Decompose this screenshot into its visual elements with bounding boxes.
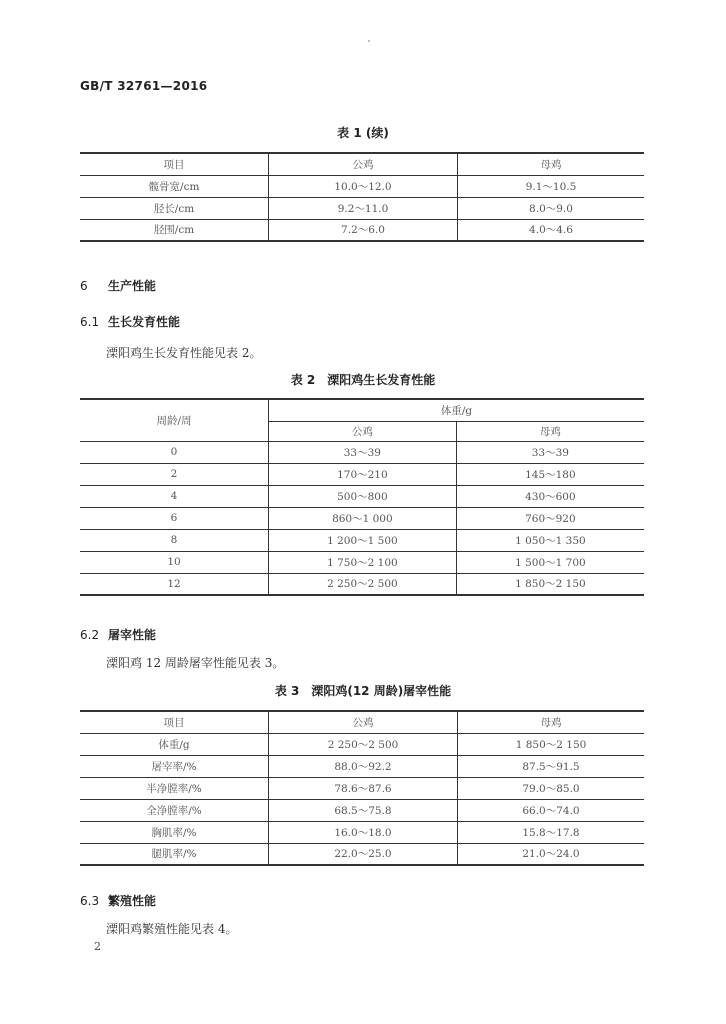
table-row: [80, 485, 644, 507]
table1-caption: 表 1 (续): [337, 126, 389, 140]
table-cell: 4.0～4.6: [458, 219, 645, 241]
table-cell: 10.0～12.0: [269, 175, 458, 197]
table-header-cell: 项目: [80, 711, 269, 733]
section-number: 6.3: [80, 894, 100, 908]
table-cell: 胫长/cm: [80, 197, 269, 219]
table-cell: 33～39: [269, 441, 457, 463]
table-header-cell: 母鸡: [458, 711, 645, 733]
table-cell: 860～1 000: [269, 507, 457, 529]
standard-number: GB/T 32761—2016: [80, 79, 208, 93]
section-heading: [80, 313, 180, 330]
table-cell: 体重/g: [80, 733, 269, 755]
table-cell: 全净膛率/%: [80, 799, 269, 821]
table-row: [80, 441, 644, 463]
table-cell: 2 250～2 500: [269, 573, 457, 595]
table1: [80, 152, 644, 242]
table-cell: 1 050～1 350: [456, 529, 644, 551]
table-row: [80, 843, 644, 865]
table-cell: 腿肌率/%: [80, 843, 269, 865]
table-cell: 6: [80, 507, 269, 529]
table-cell: 88.0～92.2: [269, 755, 458, 777]
scan-speck: [368, 40, 370, 42]
section-number: 6.1: [80, 315, 100, 329]
table-cell: 10: [80, 551, 269, 573]
table-cell: 12: [80, 573, 269, 595]
table-row: [80, 755, 644, 777]
section-heading: [80, 626, 156, 643]
table-cell: 22.0～25.0: [269, 843, 458, 865]
table-cell: 2: [80, 463, 269, 485]
table-header-cell: 项目: [80, 153, 269, 175]
table-cell: 21.0～24.0: [458, 843, 645, 865]
section-number: 6.2: [80, 628, 100, 642]
table-cell: 屠宰率/%: [80, 755, 269, 777]
table-cell: 8.0～9.0: [458, 197, 645, 219]
table-cell: 1 850～2 150: [456, 573, 644, 595]
section-heading: [80, 277, 156, 294]
table-row: [80, 463, 644, 485]
page-number: 2: [94, 940, 101, 953]
table-header-cell: 公鸡: [269, 711, 458, 733]
table-header-row: [80, 399, 644, 421]
table-row: [80, 573, 644, 595]
section-number: 6: [80, 279, 88, 293]
table-cell: 33～39: [456, 441, 644, 463]
table-cell: 0: [80, 441, 269, 463]
table-cell: 胫围/cm: [80, 219, 269, 241]
table-cell: 半净膛率/%: [80, 777, 269, 799]
table3: [80, 710, 644, 866]
table2-caption: 表 2 溧阳鸡生长发育性能: [290, 373, 436, 387]
table-cell: 胸肌率/%: [80, 821, 269, 843]
table-cell: 1 750～2 100: [269, 551, 457, 573]
table-cell: 1 850～2 150: [458, 733, 645, 755]
table-cell: 78.6～87.6: [269, 777, 458, 799]
table-row: [80, 733, 644, 755]
table-cell: 16.0～18.0: [269, 821, 458, 843]
section-heading: [80, 892, 156, 909]
section-title: 生产性能: [108, 279, 157, 293]
table-header-row: [80, 153, 644, 175]
table2: [80, 398, 644, 596]
paragraph: 溧阳鸡 12 周龄屠宰性能见表 3。: [106, 656, 285, 670]
section-title: 生长发育性能: [108, 315, 181, 329]
table-header-cell: 周龄/周: [80, 399, 269, 441]
table-cell: 9.2～11.0: [269, 197, 458, 219]
table-row: [80, 799, 644, 821]
paragraph: 溧阳鸡繁殖性能见表 4。: [106, 922, 238, 936]
table-cell: 1 200～1 500: [269, 529, 457, 551]
table3-caption: 表 3 溧阳鸡(12 周龄)屠宰性能: [274, 684, 452, 698]
table-cell: 760～920: [456, 507, 644, 529]
table-cell: 79.0～85.0: [458, 777, 645, 799]
table-row: [80, 507, 644, 529]
section-title: 繁殖性能: [108, 894, 157, 908]
table-header-cell: 公鸡: [269, 421, 457, 441]
table-row: [80, 175, 644, 197]
table-row: [80, 551, 644, 573]
table-header-cell: 体重/g: [269, 399, 645, 421]
table-cell: 15.8～17.8: [458, 821, 645, 843]
table-cell: 4: [80, 485, 269, 507]
table-cell: 145～180: [456, 463, 644, 485]
table-header-cell: 公鸡: [269, 153, 458, 175]
table-cell: 68.5～75.8: [269, 799, 458, 821]
table-cell: 500～800: [269, 485, 457, 507]
table-header-row: [80, 711, 644, 733]
table-cell: 66.0～74.0: [458, 799, 645, 821]
table-row: [80, 777, 644, 799]
table-row: [80, 529, 644, 551]
paragraph: 溧阳鸡生长发育性能见表 2。: [106, 346, 262, 360]
table-cell: 7.2～6.0: [269, 219, 458, 241]
table-cell: 87.5～91.5: [458, 755, 645, 777]
table-header-cell: 母鸡: [456, 421, 644, 441]
table-row: [80, 219, 644, 241]
table-cell: 9.1～10.5: [458, 175, 645, 197]
section-title: 屠宰性能: [108, 628, 157, 642]
table-cell: 430～600: [456, 485, 644, 507]
table-row: [80, 821, 644, 843]
table-row: [80, 197, 644, 219]
table-cell: 髋骨宽/cm: [80, 175, 269, 197]
table-cell: 1 500～1 700: [456, 551, 644, 573]
table-header-cell: 母鸡: [458, 153, 645, 175]
table-cell: 8: [80, 529, 269, 551]
table-cell: 170～210: [269, 463, 457, 485]
table-cell: 2 250～2 500: [269, 733, 458, 755]
